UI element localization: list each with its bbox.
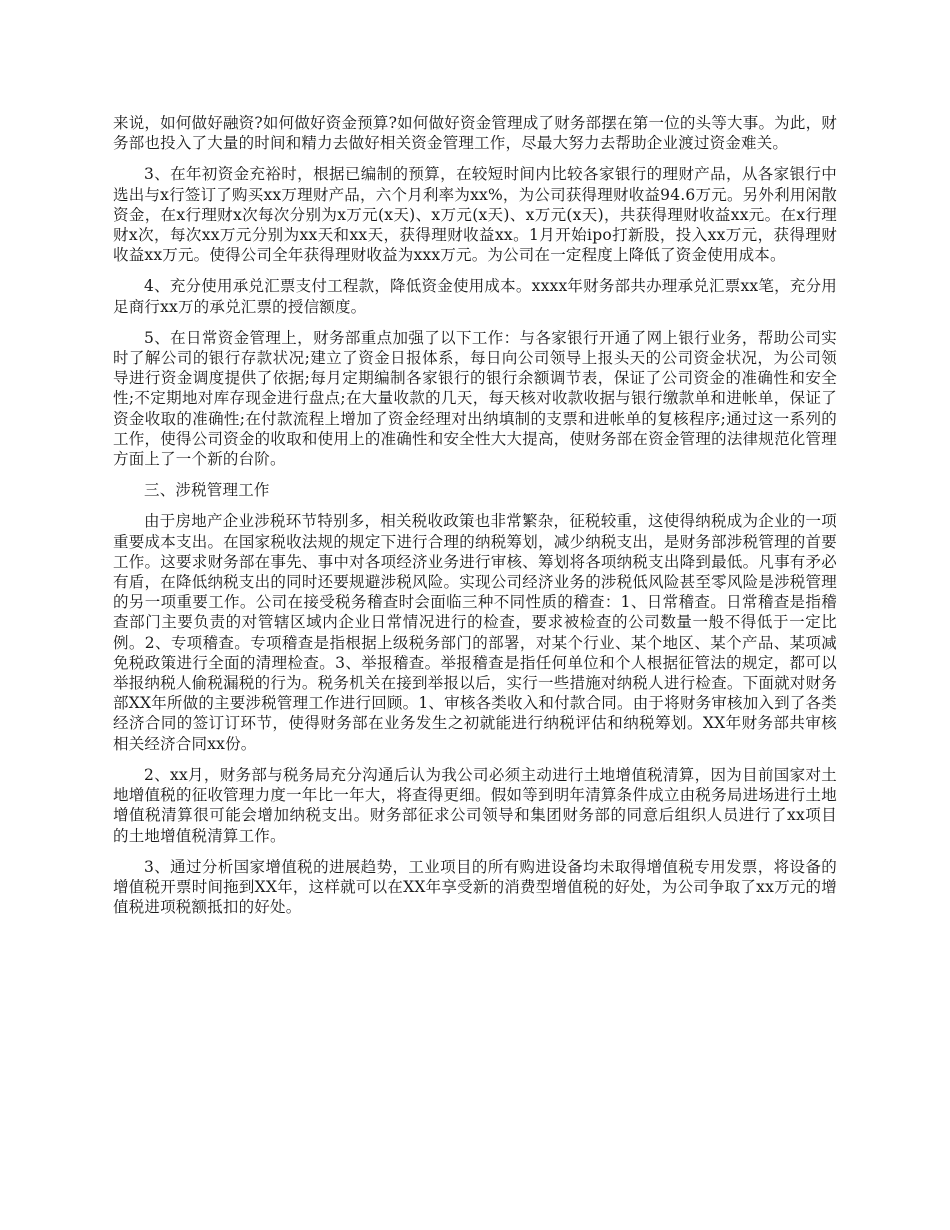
paragraph-tax-overview: 由于房地产企业涉税环节特别多，相关税收政策也非常繁杂，征税较重，这使得纳税成为企业的一项重要成本支出。在国家税收法规的规定下进行合理的纳税筹划，减少纳税支出，是财务部涉税管理的首要工作。这要求财务部在事先、事中对各项经济业务进行审核、筹划将各项纳税支出降到最低。凡事有矛必有盾，在降低纳税支出的同时还要规避涉税风险。实现公司经济业务的涉税低风险甚至零风险是涉税管理的另一项重要工作。公司在接受税务稽查时会面临三种不同性质的稽查：1、日常稽查。日常稽查是指稽查部门主要负责的对管辖区域内企业日常情况进行的检查，要求被检查的公司数量一般不得低于一定比例。2、专项稽查。专项稽查是指根据上级税务部门的部署，对某个行业、某个地区、某个产品、某项减免税政策进行全面的清理检查。3、举报稽查。举报稽查是指任何单位和个人根据征管法的规定，都可以举报纳税人偷税漏税的行为。税务机关在接到举报以后，实行一些措施对纳税人进行检查。下面就对财务部XX年所做的主要涉税管理工作进行回顾。1、审核各类收入和付款合同。由于将财务审核加入到了各类经济合同的签订订环节，使得财务部在业务发生之初就能进行纳税评估和纳税筹划。XX年财务部共审核相关经济合同xx份。 <box>113 512 837 753</box>
paragraph-acceptance-bills: 4、充分使用承兑汇票支付工程款，降低资金使用成本。xxxx年财务部共办理承兑汇票xx笔，充分用足商行xx万的承兑汇票的授信额度。 <box>113 277 837 316</box>
section-heading-tax-management: 三、涉税管理工作 <box>144 481 270 500</box>
document-body <box>113 113 837 928</box>
paragraph-daily-fund-management: 5、在日常资金管理上，财务部重点加强了以下工作：与各家银行开通了网上银行业务，帮助公司实时了解公司的银行存款状况;建立了资金日报体系，每日向公司领导上报头天的公司资金状况，为公司领导进行资金调度提供了依据;每月定期编制各家银行的银行余额调节表，保证了公司资金的准确性和安全性;不定期地对库存现金进行盘点;在大量收款的几天，每天核对收款收据与银行缴款单和进帐单，保证了资金收取的准确性;在付款流程上增加了资金经理对出纳填制的支票和进帐单的复核程序;通过这一系列的工作，使得公司资金的收取和使用上的准确性和安全性大大提高，使财务部在资金管理的法律规范化管理方面上了一个新的台阶。 <box>113 328 837 469</box>
paragraph-financing-continuation: 来说，如何做好融资?如何做好资金预算?如何做好资金管理成了财务部摆在第一位的头等大事。为此，财务部也投入了大量的时间和精力去做好相关资金管理工作，尽最大努力去帮助企业渡过资金难关。 <box>113 114 837 153</box>
paragraph-vat-trend: 3、通过分析国家增值税的进展趋势，工业项目的所有购进设备均未取得增值税专用发票，将设备的增值税开票时间拖到XX年，这样就可以在XX年享受新的消费型增值税的好处，为公司争取了xx万元的增值税进项税额抵扣的好处。 <box>113 857 837 917</box>
paragraph-land-vat-clearance: 2、xx月，财务部与税务局充分沟通后认为我公司必须主动进行土地增值税清算，因为目前国家对土地增值税的征收管理力度一年比一年大，将查得更细。假如等到明年清算条件成立由税务局进场进行土地增值税清算很可能会增加纳税支出。财务部征求公司领导和集团财务部的同意后组织人员进行了xx项目的土地增值税清算工作。 <box>113 765 837 845</box>
paragraph-wealth-management: 3、在年初资金充裕时，根据已编制的预算，在较短时间内比较各家银行的理财产品，从各家银行中选出与x行签订了购买xx万理财产品，六个月利率为xx%，为公司获得理财收益94.6万元。另外利用闲散资金，在x行理财x次每次分别为x万元(x天)、x万元(x天)、x万元(x天)，共获得理财收益xx元。在x行理财x次，每次xx万元分别为xx天和xx天，获得理财收益xx。1月开始ipo打新股，投入xx万元，获得理财收益xx万元。使得公司全年获得理财收益为xxx万元。为公司在一定程度上降低了资金使用成本。 <box>113 165 837 265</box>
